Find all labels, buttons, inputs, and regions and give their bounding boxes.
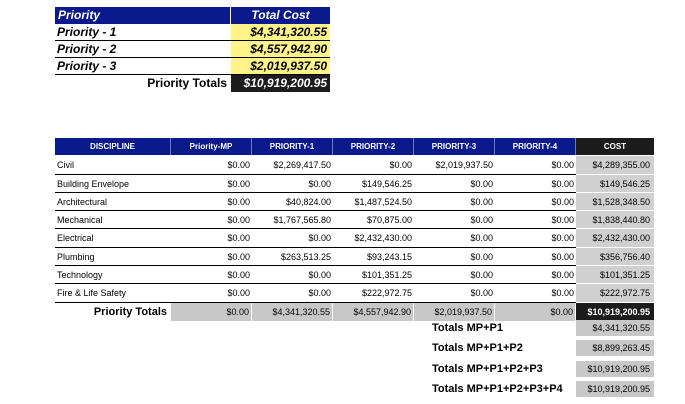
column-header-discipline: DISCIPLINE [55,138,171,155]
summary-header-priority: Priority [55,7,231,24]
priority-4-value: $0.00 [495,156,576,174]
summary-row [55,41,330,58]
cumulative-row [410,338,654,358]
grand-total-cost: $10,919,200.95 [576,303,654,321]
priority-1-value: $0.00 [252,175,333,193]
priority-2-value: $1,487,524.50 [333,193,414,211]
discipline-name: Architectural [55,193,171,211]
priority-2-value: $222,972.75 [333,284,414,302]
priority-4-value: $0.00 [495,175,576,193]
discipline-name: Building Envelope [55,175,171,193]
column-header-priority-2: PRIORITY-2 [333,138,414,155]
priority-4-value: $0.00 [495,266,576,284]
priority-1-value: $263,513.25 [252,248,333,266]
priority-mp-value: $0.00 [171,211,252,229]
cost-value: $222,972.75 [576,284,654,302]
column-header-priority-4: PRIORITY-4 [495,138,576,155]
priority-2-value: $93,243.15 [333,248,414,266]
discipline-name: Fire & Life Safety [55,284,171,302]
priority-2-value: $149,546.25 [333,175,414,193]
priority-2-value: $2,432,430.00 [333,229,414,247]
totals-label: Priority Totals [55,303,171,321]
table-row [55,284,654,302]
summary-row-label: Priority - 3 [55,58,231,75]
priority-3-value: $0.00 [414,211,495,229]
discipline-cost-table [55,138,654,321]
summary-header-total-cost: Total Cost [231,7,330,24]
discipline-name: Electrical [55,229,171,247]
cumulative-value: $10,919,200.95 [576,361,654,377]
table-row [55,248,654,266]
summary-row [55,58,330,75]
cost-value: $1,838,440.80 [576,211,654,229]
cumulative-label: Totals MP+P1+P2 [432,342,523,355]
cumulative-label: Totals MP+P1+P2+P3+P4 [432,383,563,396]
table-row [55,229,654,247]
cumulative-label: Totals MP+P1 [432,322,504,335]
discipline-name: Civil [55,156,171,174]
priority-1-value: $40,824.00 [252,193,333,211]
table-row [55,175,654,193]
priority-mp-value: $0.00 [171,229,252,247]
priority-3-value: $0.00 [414,193,495,211]
table-row [55,266,654,284]
cumulative-value: $8,899,263.45 [576,340,654,356]
total-priority-4: $0.00 [495,303,576,321]
total-priority-2: $4,557,942.90 [333,303,414,321]
total-priority-1: $4,341,320.55 [252,303,333,321]
priority-2-value: $70,875.00 [333,211,414,229]
cost-value: $149,546.25 [576,175,654,193]
total-priority-mp: $0.00 [171,303,252,321]
column-header-priority-3: PRIORITY-3 [414,138,495,155]
priority-summary-table [55,7,330,92]
priority-2-value: $0.00 [333,156,414,174]
priority-4-value: $0.00 [495,211,576,229]
priority-1-value: $1,767,565.80 [252,211,333,229]
priority-1-value: $2,269,417.50 [252,156,333,174]
priority-mp-value: $0.00 [171,193,252,211]
table-row [55,193,654,211]
priority-4-value: $0.00 [495,284,576,302]
priority-mp-value: $0.00 [171,248,252,266]
summary-row-value: $4,341,320.55 [231,24,330,41]
summary-header-row [55,7,330,24]
column-header-priority-mp: Priority-MP [171,138,252,155]
discipline-name: Plumbing [55,248,171,266]
cumulative-value: $10,919,200.95 [576,381,654,397]
cumulative-row [410,359,654,379]
summary-totals-value: $10,919,200.95 [231,75,330,92]
summary-row-label: Priority - 1 [55,24,231,41]
column-header-priority-1: PRIORITY-1 [252,138,333,155]
priority-mp-value: $0.00 [171,175,252,193]
priority-1-value: $0.00 [252,266,333,284]
discipline-name: Technology [55,266,171,284]
cost-value: $101,351.25 [576,266,654,284]
discipline-name: Mechanical [55,211,171,229]
cumulative-row [410,318,654,338]
summary-row-value: $4,557,942.90 [231,41,330,58]
cumulative-row [410,379,654,399]
priority-4-value: $0.00 [495,248,576,266]
priority-3-value: $0.00 [414,175,495,193]
priority-2-value: $101,351.25 [333,266,414,284]
summary-totals-row [55,75,330,92]
cumulative-label: Totals MP+P1+P2+P3 [432,362,543,375]
cost-value: $1,528,348.50 [576,193,654,211]
summary-row-value: $2,019,937.50 [231,58,330,75]
summary-row-label: Priority - 2 [55,41,231,58]
priority-3-value: $0.00 [414,266,495,284]
cumulative-value: $4,341,320.55 [576,320,654,336]
table-row [55,211,654,229]
priority-mp-value: $0.00 [171,156,252,174]
priority-1-value: $0.00 [252,284,333,302]
cumulative-totals [410,318,654,399]
table-header-row [55,138,654,156]
priority-4-value: $0.00 [495,193,576,211]
column-header-cost: COST [576,138,654,155]
table-row [55,156,654,174]
priority-3-value: $0.00 [414,284,495,302]
priority-3-value: $0.00 [414,229,495,247]
cost-value: $356,756.40 [576,248,654,266]
priority-1-value: $0.00 [252,229,333,247]
summary-row [55,24,330,41]
total-priority-3: $2,019,937.50 [414,303,495,321]
summary-totals-label: Priority Totals [147,76,227,90]
priority-mp-value: $0.00 [171,284,252,302]
cost-value: $4,289,355.00 [576,156,654,174]
priority-4-value: $0.00 [495,229,576,247]
cost-value: $2,432,430.00 [576,229,654,247]
priority-3-value: $0.00 [414,248,495,266]
priority-3-value: $2,019,937.50 [414,156,495,174]
priority-mp-value: $0.00 [171,266,252,284]
